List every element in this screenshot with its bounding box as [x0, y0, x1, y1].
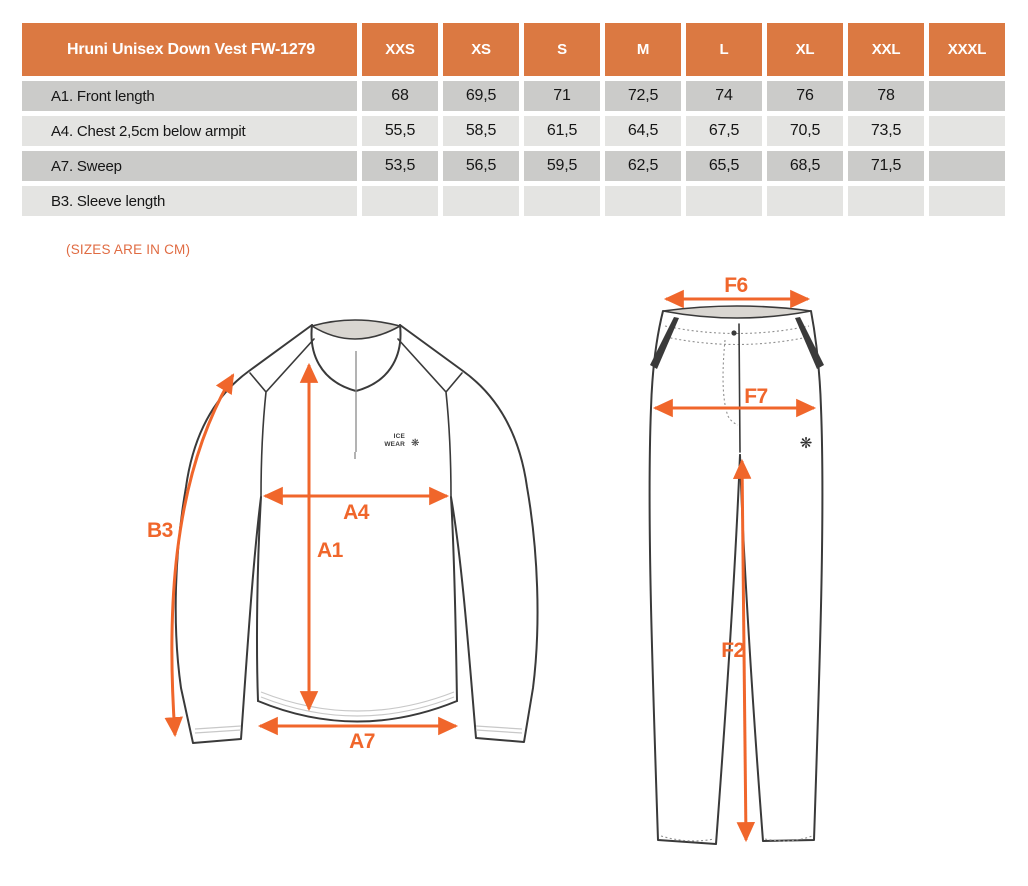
col-header-l: L — [686, 23, 762, 76]
icewear-logo — [384, 433, 419, 449]
measure-label-f2: F2 — [721, 639, 745, 662]
size-cell: 65,5 — [686, 151, 762, 181]
size-cell — [443, 186, 519, 216]
measure-label-f7: F7 — [744, 385, 768, 408]
size-cell: 61,5 — [524, 116, 600, 146]
row-label-chest: A4. Chest 2,5cm below armpit — [22, 116, 357, 146]
size-cell — [605, 186, 681, 216]
snowflake-icon: ❋ — [799, 435, 813, 452]
logo-text-line2: WEAR — [384, 441, 405, 448]
size-cell: 71,5 — [848, 151, 924, 181]
pocket-left — [650, 317, 679, 369]
size-cell: 56,5 — [443, 151, 519, 181]
size-cell: 69,5 — [443, 81, 519, 111]
size-cell: 76 — [767, 81, 843, 111]
size-table — [22, 23, 1005, 216]
row-label-front-length: A1. Front length — [22, 81, 357, 111]
size-cell: 62,5 — [605, 151, 681, 181]
measurement-diagrams — [0, 260, 1028, 886]
col-header-xs: XS — [443, 23, 519, 76]
size-cell: 68 — [362, 81, 438, 111]
table-title: Hruni Unisex Down Vest FW-1279 — [22, 23, 357, 76]
size-cell: 68,5 — [767, 151, 843, 181]
size-cell — [686, 186, 762, 216]
waist-button — [731, 330, 736, 335]
measure-label-a7: A7 — [349, 730, 375, 753]
size-cell: 72,5 — [605, 81, 681, 111]
logo-text-line1: ICE — [393, 433, 405, 440]
cuff-stitching-right — [476, 726, 522, 733]
collar-inner — [312, 320, 400, 339]
pullover-diagram — [147, 320, 538, 753]
size-cell: 58,5 — [443, 116, 519, 146]
size-cell — [929, 151, 1005, 181]
col-header-xxs: XXS — [362, 23, 438, 76]
measure-label-f6: F6 — [724, 274, 748, 297]
size-cell: 70,5 — [767, 116, 843, 146]
pocket-right — [795, 317, 824, 369]
size-cell — [362, 186, 438, 216]
col-header-s: S — [524, 23, 600, 76]
waistband-stitching — [665, 326, 809, 345]
size-cell: 55,5 — [362, 116, 438, 146]
size-cell: 67,5 — [686, 116, 762, 146]
snowflake-icon: ❋ — [411, 438, 420, 449]
measure-label-b3: B3 — [147, 519, 173, 542]
size-cell — [929, 116, 1005, 146]
size-cell: 71 — [524, 81, 600, 111]
sizes-unit-note: (SIZES ARE IN CM) — [66, 242, 191, 257]
fly-stitching — [723, 340, 738, 425]
size-cell — [848, 186, 924, 216]
size-cell: 78 — [848, 81, 924, 111]
pants-diagram — [650, 274, 824, 844]
size-cell: 64,5 — [605, 116, 681, 146]
size-cell: 59,5 — [524, 151, 600, 181]
measure-label-a1: A1 — [317, 539, 343, 562]
pullover-outline-right — [400, 325, 538, 742]
pullover-outline-left — [176, 325, 312, 743]
size-cell — [767, 186, 843, 216]
size-cell: 53,5 — [362, 151, 438, 181]
row-label-sleeve-length: B3. Sleeve length — [22, 186, 357, 216]
waistband-opening — [663, 306, 811, 318]
row-label-sweep: A7. Sweep — [22, 151, 357, 181]
center-front-seam — [739, 324, 740, 452]
pants-outline-left — [650, 311, 740, 844]
measure-label-a4: A4 — [343, 501, 369, 524]
zipper-placket — [355, 391, 356, 459]
col-header-m: M — [605, 23, 681, 76]
size-cell: 73,5 — [848, 116, 924, 146]
size-cell: 74 — [686, 81, 762, 111]
col-header-xl: XL — [767, 23, 843, 76]
col-header-xxxl: XXXL — [929, 23, 1005, 76]
cuff-stitching-left — [195, 726, 241, 733]
size-cell — [929, 81, 1005, 111]
col-header-xxl: XXL — [848, 23, 924, 76]
size-cell — [929, 186, 1005, 216]
size-cell — [524, 186, 600, 216]
